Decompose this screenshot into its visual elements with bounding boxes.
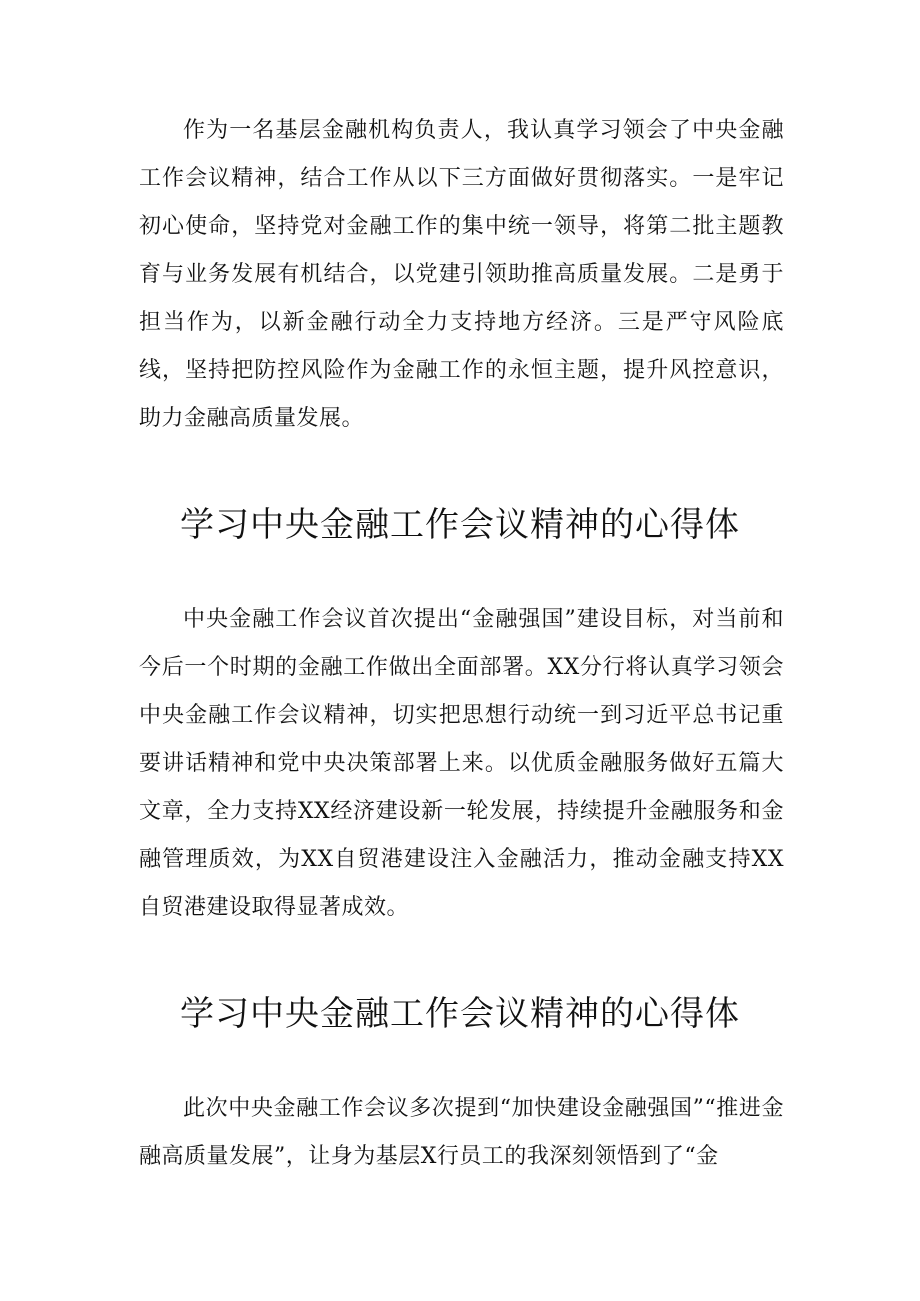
section-heading-2: 学习中央金融工作会议精神的心得体	[180, 994, 740, 1034]
body-paragraph-3: 此次中央金融工作会议多次提到“加快建设金融强国”“推进金融高质量发展”，让身为基层X行员工的我深刻领悟到了“金	[139, 1096, 784, 1169]
body-paragraph-1: 作为一名基层金融机构负责人，我认真学习领会了中央金融工作会议精神，结合工作从以下三方面做好贯彻落实。一是牢记初心使命，坚持党对金融工作的集中统一领导，将第二批主题教育与业务发展有机结合，以党建引领助推高质量发展。二是勇于担当作为，以新金融行动全力支持地方经济。三是严守风险底线，坚持把防控风险作为金融工作的永恒主题，提升风控意识，助力金融高质量发展。	[139, 118, 784, 431]
section-heading-1: 学习中央金融工作会议精神的心得体	[180, 505, 740, 545]
body-paragraph-2: 中央金融工作会议首次提出“金融强国”建设目标，对当前和今后一个时期的金融工作做出全面部署。XX分行将认真学习领会中央金融工作会议精神，切实把思想行动统一到习近平总书记重要讲话精神和党中央决策部署上来。以优质金融服务做好五篇大文章，全力支持XX经济建设新一轮发展，持续提升金融服务和金融管理质效，为XX自贸港建设注入金融活力，推动金融支持XX自贸港建设取得显著成效。	[139, 607, 784, 920]
